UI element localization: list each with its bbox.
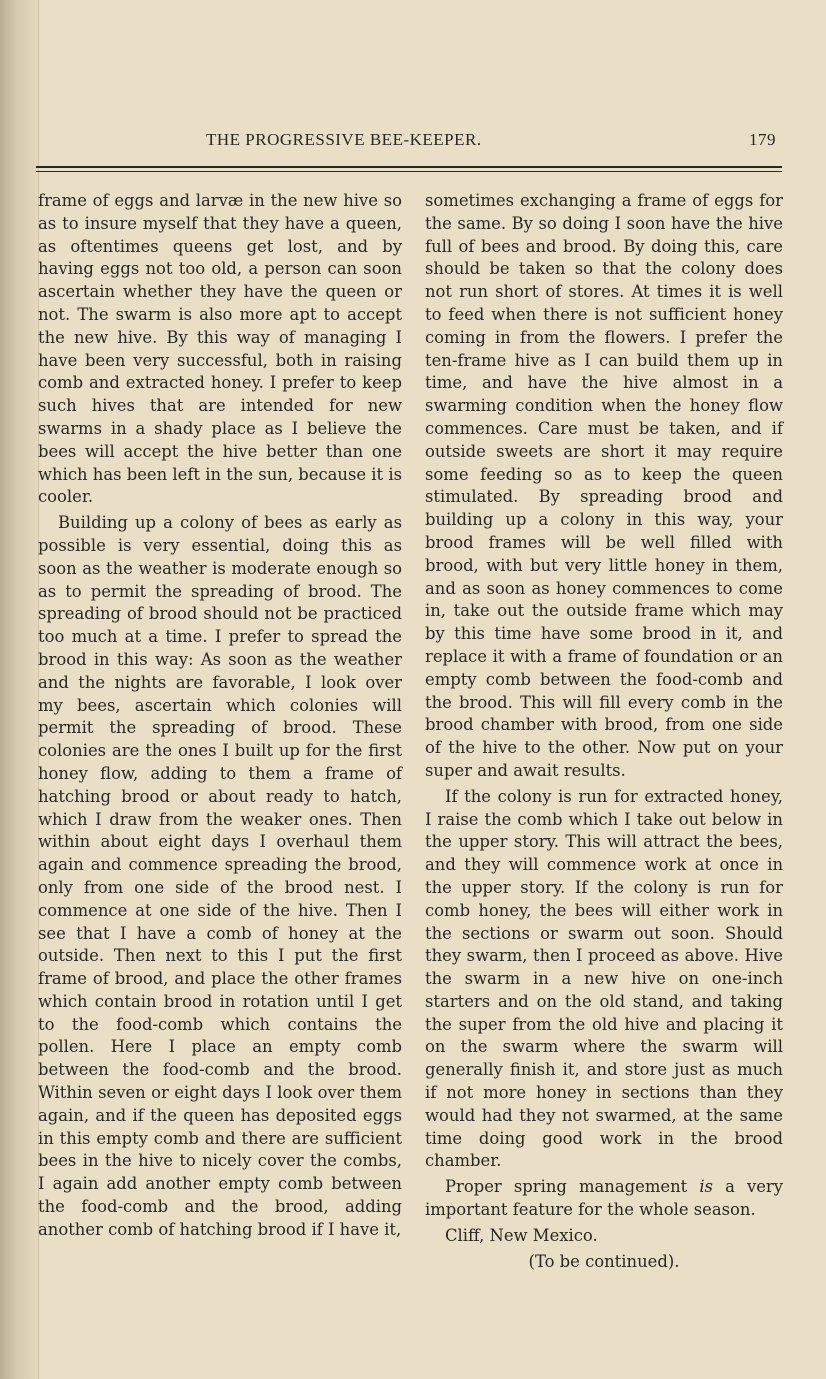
book-spine-edge [0,0,39,1379]
paragraph: If the colony is run for extracted honey, I raise the comb which I take out below in the upper story. This will attract the bees, and they will commence work at once in the upper story. If the colony is run for comb honey, the bees will either work in the sections or swarm out soon. Should they swarm, then I proceed as above. Hive the swarm in a new hive on one-inch starters and on the old stand, and taking the super from the old hive and placing it on the swarm where the swarm will generally finish it, and store just as much if not more honey in sections than they would had they not swarmed, at the same time doing good work in the brood chamber. [425,786,783,1171]
paragraph: Building up a colony of bees as early as possible is very essential, doing this as soon as the weather is moderate enough so as to permit the spreading of brood. The spreading of brood should not be practiced too much at a time. I prefer to spread the brood in this way: As soon as the weather and the nights are favorable, I look over my bees, ascertain which colonies will permit the spreading of brood. These colonies are the ones I built up for the first honey flow, adding to them a frame of hatching brood or about ready to hatch, which I draw from the weaker ones. Then within about eight days I overhaul them again and commence spreading the brood, only from one side of the brood nest. I commence at one side of the hive. Then I see that I have a comb of honey at the outside. Then next to this I put the first frame of brood, and place the other frames which contain brood in rotation until I get to the food-comb which contains the pollen. Here I place an empty comb between the food-comb and the brood. Within seven or eight days I look over them again, and if the queen has deposited eggs in this empty comb and there are sufficient bees in the hive to nicely cover the combs, I again add another empty comb between the food-comb and the brood, adding another comb of hatching brood if I have it, [38,513,402,1239]
author-location: Cliff, New Mexico. [445,1225,598,1245]
left-column [38,190,402,1245]
paragraph: frame of eggs and larvæ in the new hive so as to insure myself that they have a queen, as oftentimes queens get lost, and by having eggs not too old, a person can soon ascertain whether they have the queen or not. The swarm is also more apt to accept the new hive. By this way of managing I have been very successful, both in raising comb and extracted honey. I prefer to keep such hives that are intended for new swarms in a shady place as I believe the bees will accept the hive better than one which has been left in the sun, because it is cooler. [38,191,402,507]
closing-emphasis: is [699,1177,713,1197]
to-be-continued-note: (To be continued). [528,1251,680,1271]
page-number: 179 [749,130,776,149]
closing-text: Proper spring management [445,1177,700,1197]
header-rule-thick [36,166,782,168]
journal-title: THE PROGRESSIVE BEE-KEEPER. [206,130,482,149]
running-header [36,130,782,152]
closing-text-end: a very important feature for the whole season. [425,1177,783,1220]
header-rule-thin [36,171,782,172]
paragraph: sometimes exchanging a frame of eggs for the same. By so doing I soon have the hive full of bees and brood. By doing this, care should be taken so that the colony does not run short of stores. At times it is well to feed when there is not sufficient honey coming in from the flowers. I prefer the ten-frame hive as I can build them up in time, and have the hive almost in a swarming condition when the honey flow commences. Care must be taken, and if outside sweets are short it may require some feeding so as to keep the queen stimulated. By spreading brood and building up a colony in this way, your brood frames will be well filled with brood, with but very little honey in them, and as soon as honey commences to come in, take out the outside frame which may by this time have some brood in it, and replace it with a frame of foundation or an empty comb between the food-comb and the brood. This will fill every comb in the brood chamber with brood, from one side of the hive to the other. Now put on your super and await results. [425,191,783,780]
closing-paragraph [425,1176,783,1222]
right-column [425,190,783,1276]
